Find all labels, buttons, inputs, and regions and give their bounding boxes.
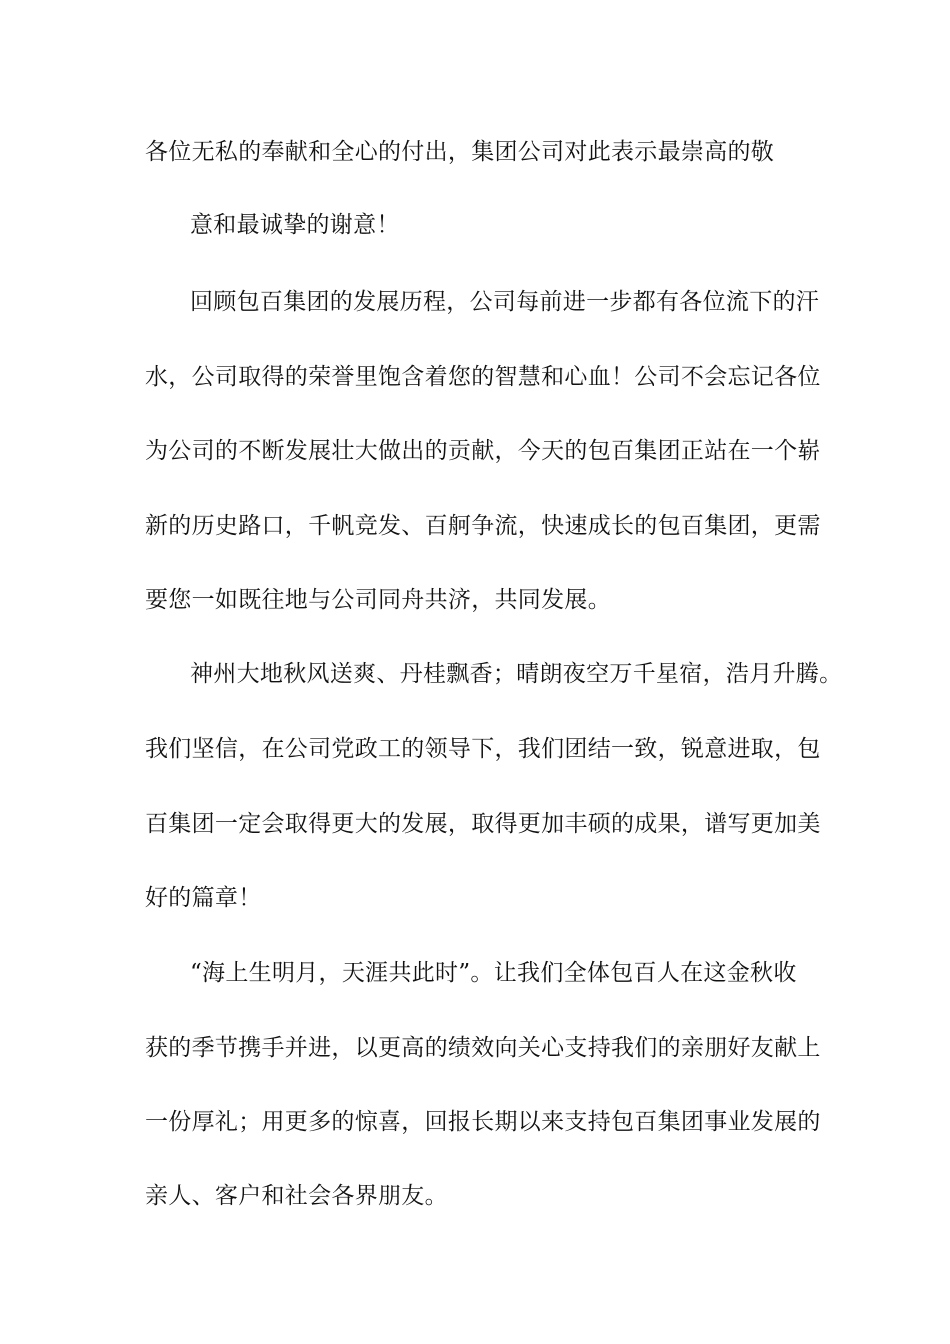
- paragraph-start-line: “海上生明月，天涯共此时”。让我们全体包百人在这金秋收: [190, 960, 797, 986]
- text-line: 新的历史路口，千帆竞发、百舸争流，快速成长的包百集团，更需: [145, 513, 821, 539]
- text-line: 一份厚礼；用更多的惊喜，回报长期以来支持包百集团事业发展的: [145, 1109, 821, 1135]
- text-line: 为公司的不断发展壮大做出的贡献，今天的包百集团正站在一个崭: [145, 438, 821, 464]
- text-line: 水，公司取得的荣誉里饱含着您的智慧和心血！公司不会忘记各位: [145, 364, 821, 390]
- text-line: 要您一如既往地与公司同舟共济，共同发展。: [145, 587, 611, 613]
- paragraph-start-line: 神州大地秋风送爽、丹桂飘香；晴朗夜空万千星宿，浩月升腾。: [190, 661, 843, 687]
- text-line: 获的季节携手并进，以更高的绩效向关心支持我们的亲朋好友献上: [145, 1035, 821, 1061]
- text-line: 意和最诚挚的谢意！: [190, 212, 400, 238]
- text-line: 好的篇章！: [145, 885, 262, 911]
- text-line: 我们坚信，在公司党政工的领导下，我们团结一致，锐意进取，包: [145, 736, 821, 762]
- text-line: 各位无私的奉献和全心的付出，集团公司对此表示最崇高的敬: [145, 139, 775, 165]
- text-line: 亲人、客户和社会各界朋友。: [145, 1183, 448, 1209]
- paragraph-start-line: 回顾包百集团的发展历程，公司每前进一步都有各位流下的汗: [190, 289, 820, 315]
- text-line: 百集团一定会取得更大的发展，取得更加丰硕的成果，谱写更加美: [145, 811, 821, 837]
